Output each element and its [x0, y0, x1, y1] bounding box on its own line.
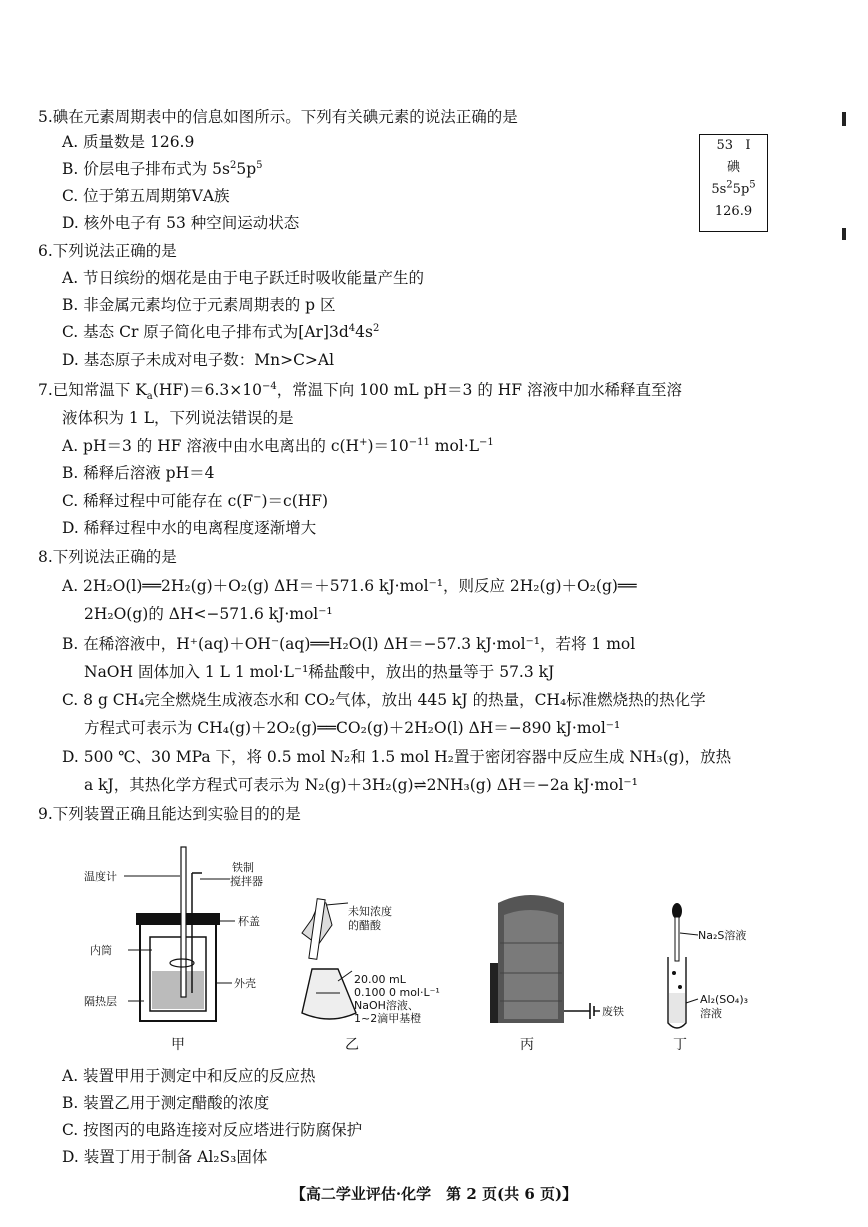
- caption-ding: 丁: [673, 1037, 687, 1053]
- q9-option-b: B. 装置乙用于测定醋酸的浓度: [62, 1094, 270, 1112]
- scan-edge-mark: [842, 228, 846, 240]
- q7-stem-2: 液体积为 1 L，下列说法错误的是: [62, 409, 294, 427]
- label-naoh-1: 20.00 mL: [354, 973, 406, 986]
- label-na2s-solution: Na₂S溶液: [698, 929, 747, 942]
- q8-option-c-line2: 方程式可表示为 CH₄(g)＋2O₂(g)══CO₂(g)＋2H₂O(l) ΔH＝−890 kJ·mol⁻¹: [84, 719, 621, 737]
- label-inner-cylinder: 内筒: [90, 944, 112, 957]
- iodine-element-box: [699, 134, 768, 232]
- q8-option-c-line1: C. 8 g CH₄完全燃烧生成液态水和 CO₂气体，放出 445 kJ 的热量，CH₄标准燃烧热的热化学: [62, 691, 706, 709]
- scan-edge-mark: [842, 112, 846, 126]
- q9-option-d: D. 装置丁用于制备 Al₂S₃固体: [62, 1148, 268, 1166]
- label-lid: 杯盖: [238, 915, 260, 928]
- q7-stem-1: 7.已知常温下 $K_a(HF)=6.3\times 10^{-4}$，常温下向 100 mL pH＝3 的 HF 溶液中加水稀释直至溶: [38, 380, 682, 403]
- q7-option-d: D. 稀释过程中水的电离程度逐渐增大: [62, 519, 317, 537]
- q9-option-c: C. 按图丙的电路连接对反应塔进行防腐保护: [62, 1121, 363, 1139]
- element-mass: 126.9: [714, 204, 753, 219]
- q6-option-b: B. 非金属元素均位于元素周期表的 p 区: [62, 296, 336, 314]
- q5-option-a: A. 质量数是 126.9: [62, 133, 195, 151]
- label-insulation: 隔热层: [84, 995, 117, 1008]
- reaction-tower-apparatus: [490, 895, 624, 1023]
- q8-option-a-line1: A. 2H₂O(l)══2H₂(g)＋O₂(g) ΔH＝＋571.6 kJ·mol⁻¹，则反应 2H₂(g)＋O₂(g)══: [62, 577, 637, 595]
- q8-stem: 8.下列说法正确的是: [38, 548, 177, 566]
- q6-option-d: D. 基态原子未成对电子数：Mn>C>Al: [62, 351, 335, 369]
- caption-yi: 乙: [345, 1037, 359, 1053]
- caption-jia: 甲: [171, 1037, 185, 1053]
- element-name: 碘: [726, 160, 740, 175]
- q6-option-c: C. 基态 Cr 原子简化电子排布式为$[Ar]3d^44s^2$: [62, 322, 380, 341]
- element-config: $5s^25p^5$: [711, 179, 756, 197]
- label-thermometer: 温度计: [84, 870, 117, 883]
- label-stirrer-1: 铁制: [232, 861, 254, 874]
- label-naoh-3: NaOH溶液、: [354, 999, 419, 1012]
- titration-apparatus: [302, 899, 440, 1025]
- test-tube-apparatus: [668, 903, 748, 1028]
- page-footer: 【高二学业评估·化学 第 2 页(共 6 页)】: [290, 1185, 578, 1203]
- q7-option-b: B. 稀释后溶液 pH＝4: [62, 464, 215, 482]
- label-al2so4-2: 溶液: [700, 1007, 722, 1020]
- q9-apparatus-figure: [80, 843, 749, 1053]
- q9-stem: 9.下列装置正确且能达到实验目的的是: [38, 805, 301, 823]
- label-naoh-2: 0.100 0 mol·L⁻¹: [354, 986, 440, 999]
- q5-option-c: C. 位于第五周期第ⅤA族: [62, 187, 230, 205]
- q5-option-b: B. 价层电子排布式为 $5s^25p^5$: [62, 159, 263, 178]
- q9-option-a: A. 装置甲用于测定中和反应的反应热: [62, 1067, 316, 1085]
- element-number-symbol: 53 I: [716, 138, 751, 153]
- q5-stem: 5.碘在元素周期表中的信息如图所示。下列有关碘元素的说法正确的是: [38, 108, 518, 126]
- q8-option-b-line2: NaOH 固体加入 1 L 1 mol·L⁻¹稀盐酸中，放出的热量等于 57.3 kJ: [84, 663, 555, 681]
- label-stirrer-2: 搅拌器: [230, 875, 263, 888]
- label-naoh-4: 1~2滴甲基橙: [354, 1012, 422, 1025]
- q8-option-b-line1: B. 在稀溶液中，H⁺(aq)＋OH⁻(aq)══H₂O(l) ΔH＝−57.3 kJ·mol⁻¹，若将 1 mol: [62, 635, 636, 653]
- q5-option-d: D. 核外电子有 53 种空间运动状态: [62, 214, 300, 232]
- caption-bing: 丙: [520, 1037, 534, 1053]
- q7-option-c: C. 稀释过程中可能存在 c(F−)＝c(HF): [62, 491, 329, 510]
- label-scrap-iron: 废铁: [602, 1005, 624, 1018]
- q6-option-a: A. 节日缤纷的烟花是由于电子跃迁时吸收能量产生的: [62, 269, 425, 287]
- label-acid-1: 未知浓度: [348, 905, 392, 918]
- label-acid-2: 的醋酸: [348, 919, 381, 932]
- calorimeter-apparatus: [84, 847, 263, 1021]
- q8-option-a-line2: 2H₂O(g)的 ΔH<−571.6 kJ·mol⁻¹: [84, 605, 333, 623]
- label-shell: 外壳: [234, 977, 256, 990]
- q6-stem: 6.下列说法正确的是: [38, 242, 177, 260]
- q8-option-d-line2: a kJ，其热化学方程式可表示为 N₂(g)＋3H₂(g)⇌2NH₃(g) ΔH＝−2a kJ·mol⁻¹: [84, 776, 638, 794]
- q8-option-d-line1: D. 500 ℃、30 MPa 下，将 0.5 mol N₂和 1.5 mol H₂置于密闭容器中反应生成 NH₃(g)，放热: [62, 748, 732, 766]
- q7-option-a: A. pH＝3 的 HF 溶液中由水电离出的 $c(H^+)=10^{-11}$ $mol\cdot L^{-1}$: [62, 436, 494, 455]
- label-al2so4-1: Al₂(SO₄)₃: [700, 993, 749, 1006]
